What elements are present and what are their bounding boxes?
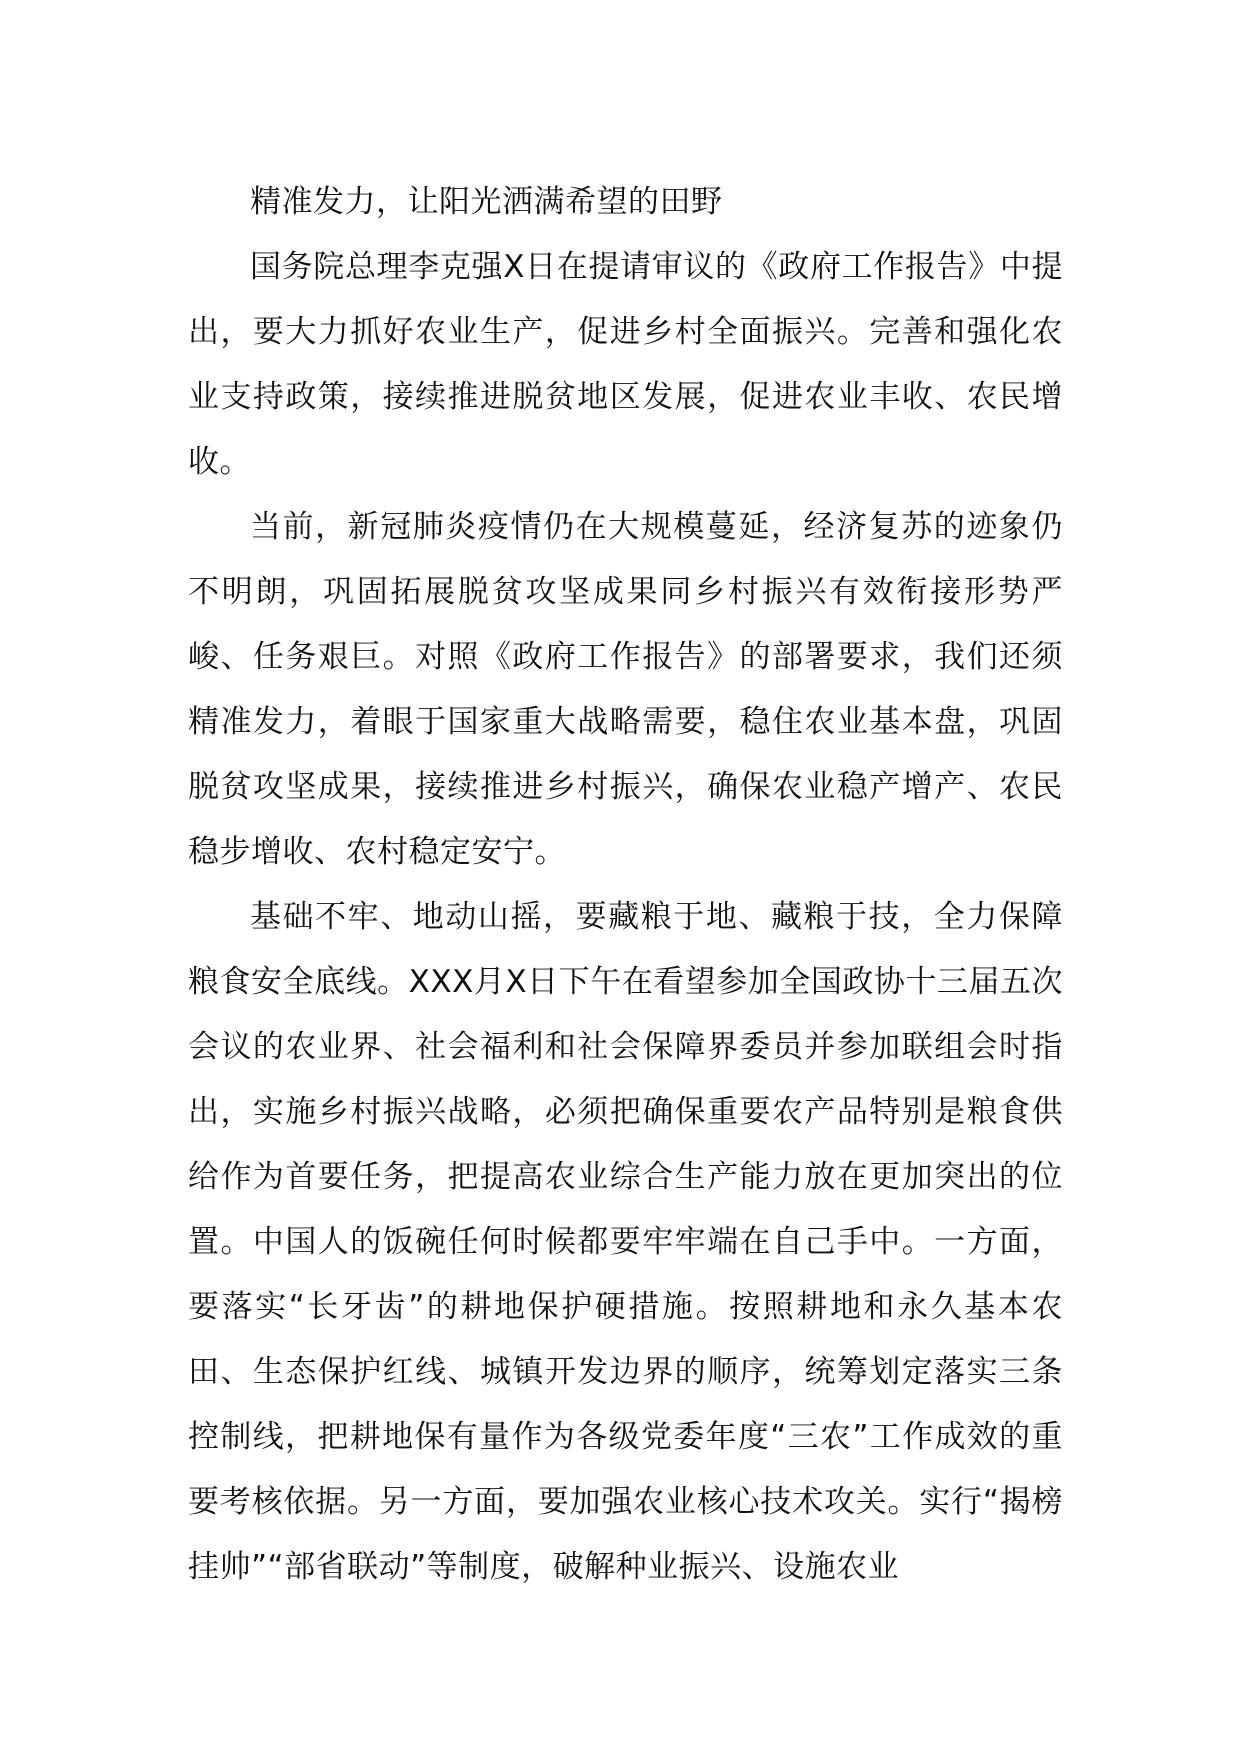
paragraph: 基础不牢、地动山摇，要藏粮于地、藏粮于技，全力保障粮食安全底线。XXX月X日下午在看望参加全国政协十三届五次会议的农业界、社会福利和社会保障界委员并参加联组会时指出，实施乡村振兴战略，必须把确保重要农产品特别是粮食供给作为首要任务，把提高农业综合生产能力放在更加突出的位置。中国人的饭碗任何时候都要牢牢端在自己手中。一方面，要落实“长牙齿”的耕地保护硬措施。按照耕地和永久基本农田、生态保护红线、城镇开发边界的顺序，统筹划定落实三条控制线，把耕地保有量作为各级党委年度“三农”工作成效的重要考核依据。另一方面，要加强农业核心技术攻关。实行“揭榜挂帅”“部省联动”等制度，破解种业振兴、设施农业 <box>188 899 1063 1585</box>
document-body <box>188 170 1063 1600</box>
document-title: 精准发力，让阳光洒满希望的田野 <box>250 184 723 220</box>
paragraph: 国务院总理李克强X日在提请审议的《政府工作报告》中提出，要大力抓好农业生产，促进乡村全面振兴。完善和强化农业支持政策，接续推进脱贫地区发展，促进农业丰收、农民增收。 <box>188 249 1063 480</box>
paragraph: 当前，新冠肺炎疫情仍在大规模蔓延，经济复苏的迹象仍不明朗，巩固拓展脱贫攻坚成果同乡村振兴有效衔接形势严峻、任务艰巨。对照《政府工作报告》的部署要求，我们还须精准发力，着眼于国家重大战略需要，稳住农业基本盘，巩固脱贫攻坚成果，接续推进乡村振兴，确保农业稳产增产、农民稳步增收、农村稳定安宁。 <box>188 509 1063 870</box>
